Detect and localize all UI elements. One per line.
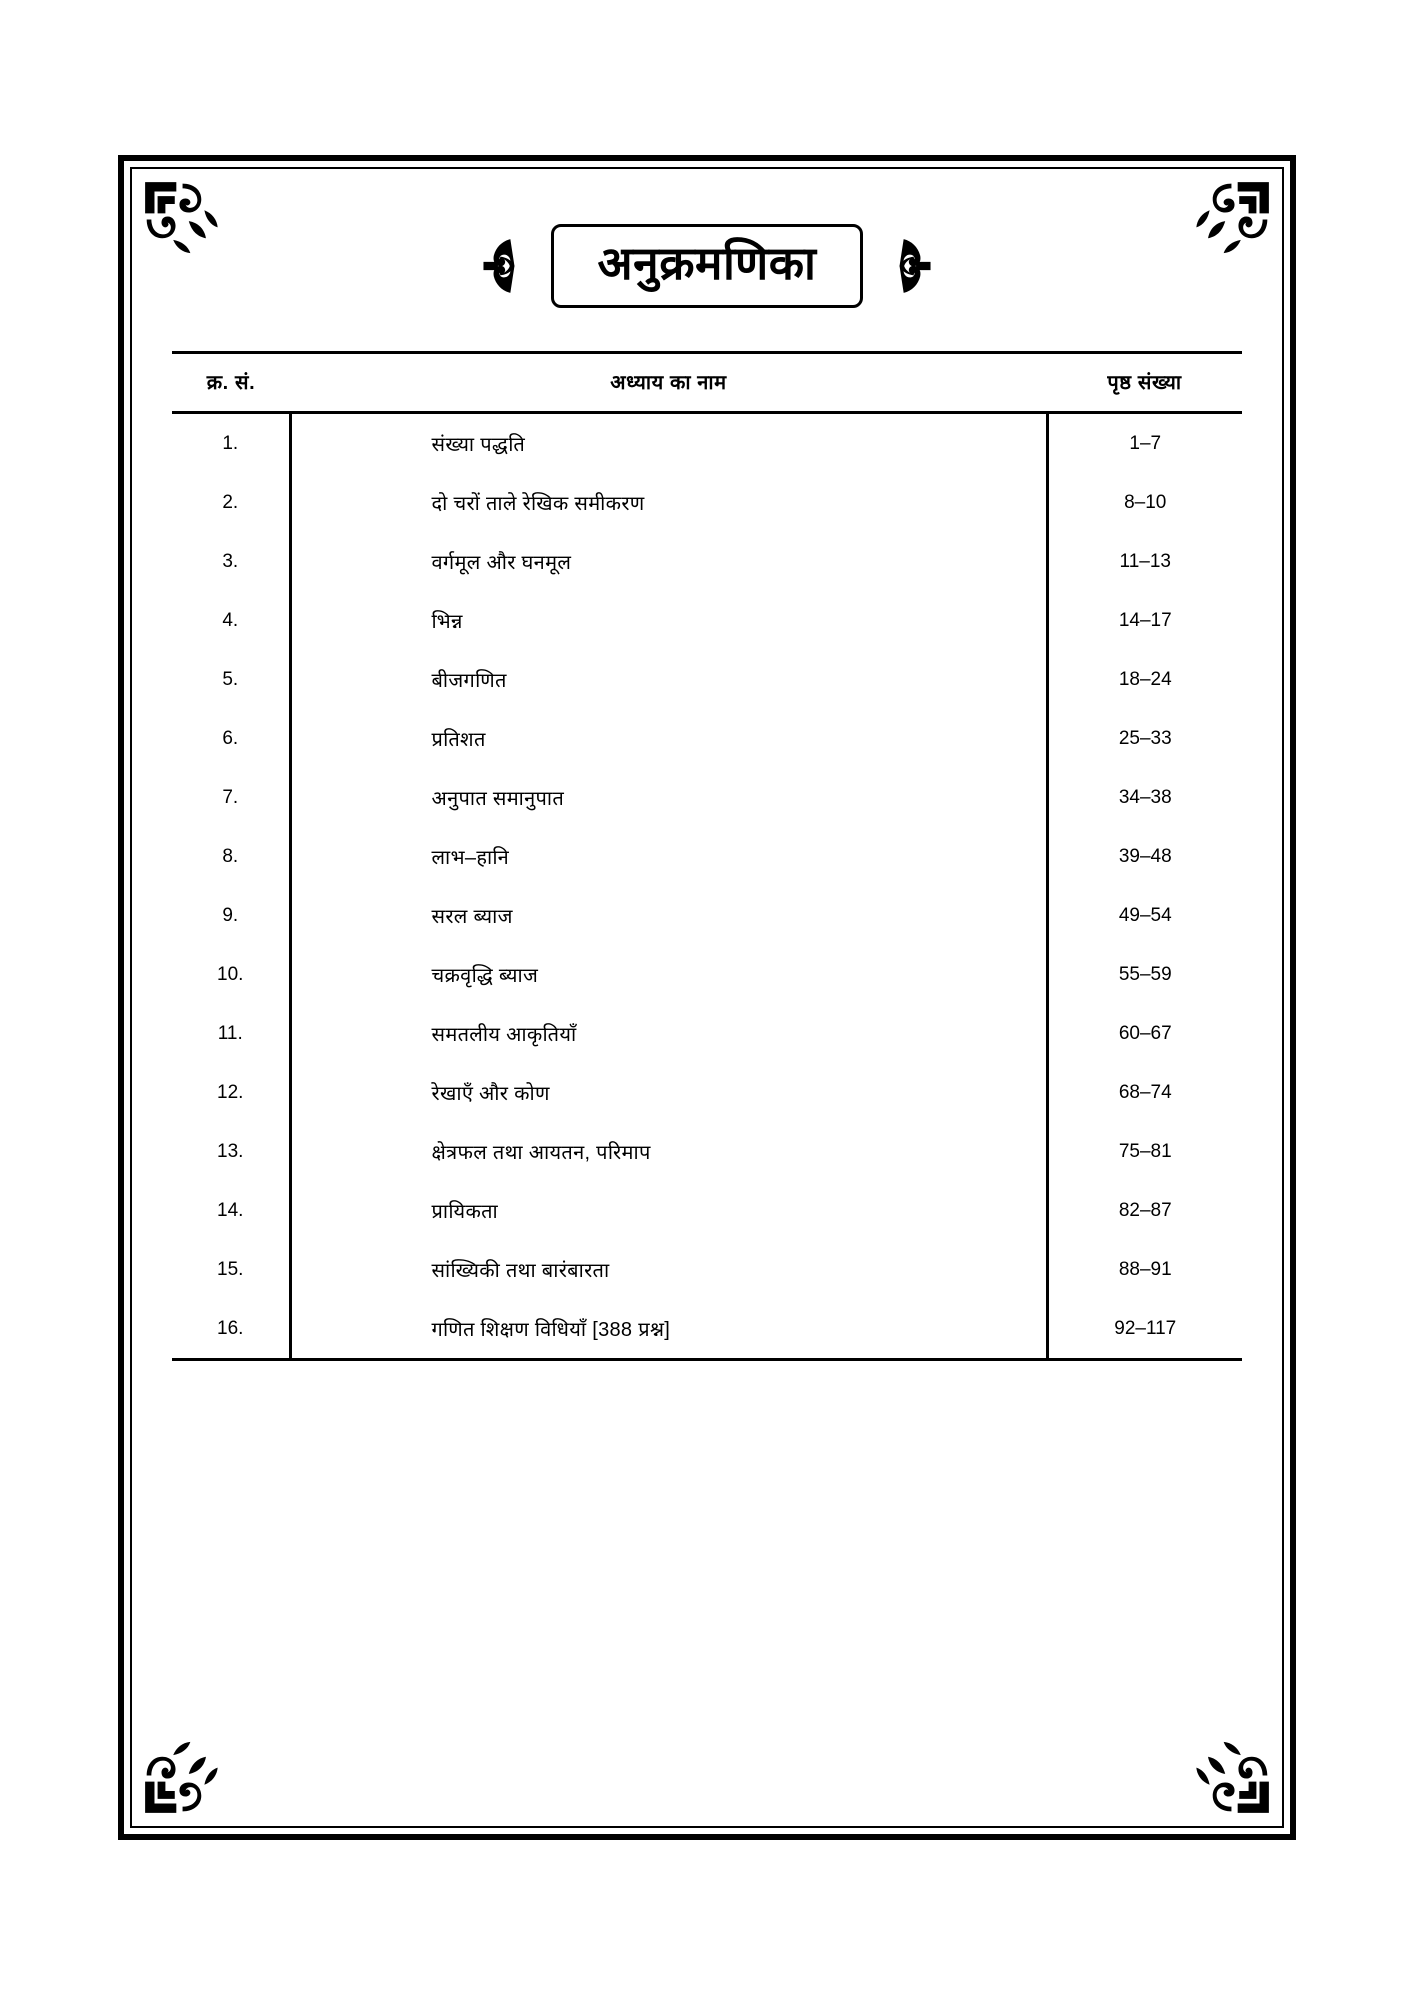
row-chapter-name[interactable]: गणित शिक्षण विधियाँ [388 प्रश्न] (290, 1299, 1047, 1360)
row-chapter-name[interactable]: सरल ब्याज (290, 886, 1047, 945)
row-serial-number: 6. (172, 709, 290, 768)
row-page-range: 14–17 (1118, 609, 1172, 631)
row-page-range: 1–7 (1129, 432, 1162, 454)
row-serial-number: 16. (172, 1299, 290, 1360)
table-row[interactable] (172, 886, 1242, 945)
row-page-range: 25–33 (1118, 727, 1172, 749)
row-chapter-name[interactable]: चक्रवृद्धि ब्याज (290, 945, 1047, 1004)
column-header-serial: क्र. सं. (172, 353, 290, 413)
row-page-range: 92–117 (1047, 1299, 1242, 1360)
table-row[interactable] (172, 591, 1242, 650)
table-row[interactable] (172, 945, 1242, 1004)
row-page-range: 88–91 (1118, 1258, 1172, 1280)
row-page-range: 11–13 (1119, 550, 1171, 572)
table-row[interactable] (172, 1181, 1242, 1240)
row-page-range: 82–87 (1118, 1199, 1172, 1221)
row-chapter-name[interactable]: लाभ–हानि (290, 827, 1047, 886)
table-row[interactable] (172, 768, 1242, 827)
table-row[interactable] (172, 1240, 1242, 1299)
row-chapter-name[interactable]: समतलीय आकृतियाँ (290, 1004, 1047, 1063)
row-serial-number: 11. (172, 1004, 290, 1063)
row-chapter-name[interactable]: क्षेत्रफल तथा आयतन, परिमाप (290, 1122, 1047, 1181)
row-chapter-name[interactable]: संख्या पद्धति (290, 413, 1047, 474)
table-row[interactable] (172, 709, 1242, 768)
table-row[interactable] (172, 1299, 1242, 1360)
row-page-range: 60–67 (1118, 1022, 1172, 1044)
row-chapter-name[interactable]: भिन्न (290, 591, 1047, 650)
row-serial-number: 8. (172, 827, 290, 886)
row-serial-number: 7. (172, 768, 290, 827)
row-serial-number: 9. (172, 886, 290, 945)
column-header-page: पृष्ठ संख्या (1047, 353, 1242, 413)
row-page-range: 55–59 (1118, 963, 1172, 985)
ornament-flourish-icon (891, 235, 937, 297)
table-row[interactable] (172, 473, 1242, 532)
row-page-range: 18–24 (1118, 668, 1172, 690)
row-chapter-name[interactable]: वर्गमूल और घनमूल (290, 532, 1047, 591)
row-serial-number: 10. (172, 945, 290, 1004)
table-row[interactable] (172, 1063, 1242, 1122)
row-chapter-name[interactable]: रेखाएँ और कोण (290, 1063, 1047, 1122)
toc-header-row (172, 353, 1242, 413)
table-row[interactable] (172, 532, 1242, 591)
row-serial-number: 15. (172, 1240, 290, 1299)
row-chapter-name[interactable]: अनुपात समानुपात (290, 768, 1047, 827)
corner-ornament-icon (142, 1738, 220, 1816)
toc-body (172, 413, 1242, 1360)
row-serial-number: 3. (172, 532, 290, 591)
page-title: अनुक्रमणिका (551, 224, 864, 309)
row-page-range: 68–74 (1118, 1081, 1172, 1103)
row-page-range: 39–48 (1118, 845, 1172, 867)
table-row[interactable] (172, 1004, 1242, 1063)
row-page-range: 34–38 (1118, 786, 1172, 808)
row-page-range: 49–54 (1118, 904, 1172, 926)
row-serial-number: 13. (172, 1122, 290, 1181)
ornament-flourish-icon (477, 235, 523, 297)
row-serial-number: 12. (172, 1063, 290, 1122)
table-row[interactable] (172, 1122, 1242, 1181)
page-title-row (124, 211, 1290, 321)
row-serial-number: 2. (172, 473, 290, 532)
row-serial-number: 5. (172, 650, 290, 709)
row-page-range: 75–81 (1118, 1140, 1172, 1162)
table-row[interactable] (172, 413, 1242, 474)
table-row[interactable] (172, 827, 1242, 886)
row-chapter-name[interactable]: बीजगणित (290, 650, 1047, 709)
row-serial-number: 4. (172, 591, 290, 650)
column-header-chapter: अध्याय का नाम (290, 353, 1047, 413)
row-chapter-name[interactable]: सांख्यिकी तथा बारंबारता (290, 1240, 1047, 1299)
row-serial-number: 1. (172, 413, 290, 474)
row-chapter-name[interactable]: दो चरों ताले रेखिक समीकरण (290, 473, 1047, 532)
corner-ornament-icon (1194, 1738, 1272, 1816)
table-row[interactable] (172, 650, 1242, 709)
row-chapter-name[interactable]: प्रतिशत (290, 709, 1047, 768)
page-border-frame (118, 155, 1296, 1840)
table-of-contents (172, 351, 1242, 1361)
row-serial-number: 14. (172, 1181, 290, 1240)
row-page-range: 8–10 (1124, 491, 1167, 513)
row-chapter-name[interactable]: प्रायिकता (290, 1181, 1047, 1240)
